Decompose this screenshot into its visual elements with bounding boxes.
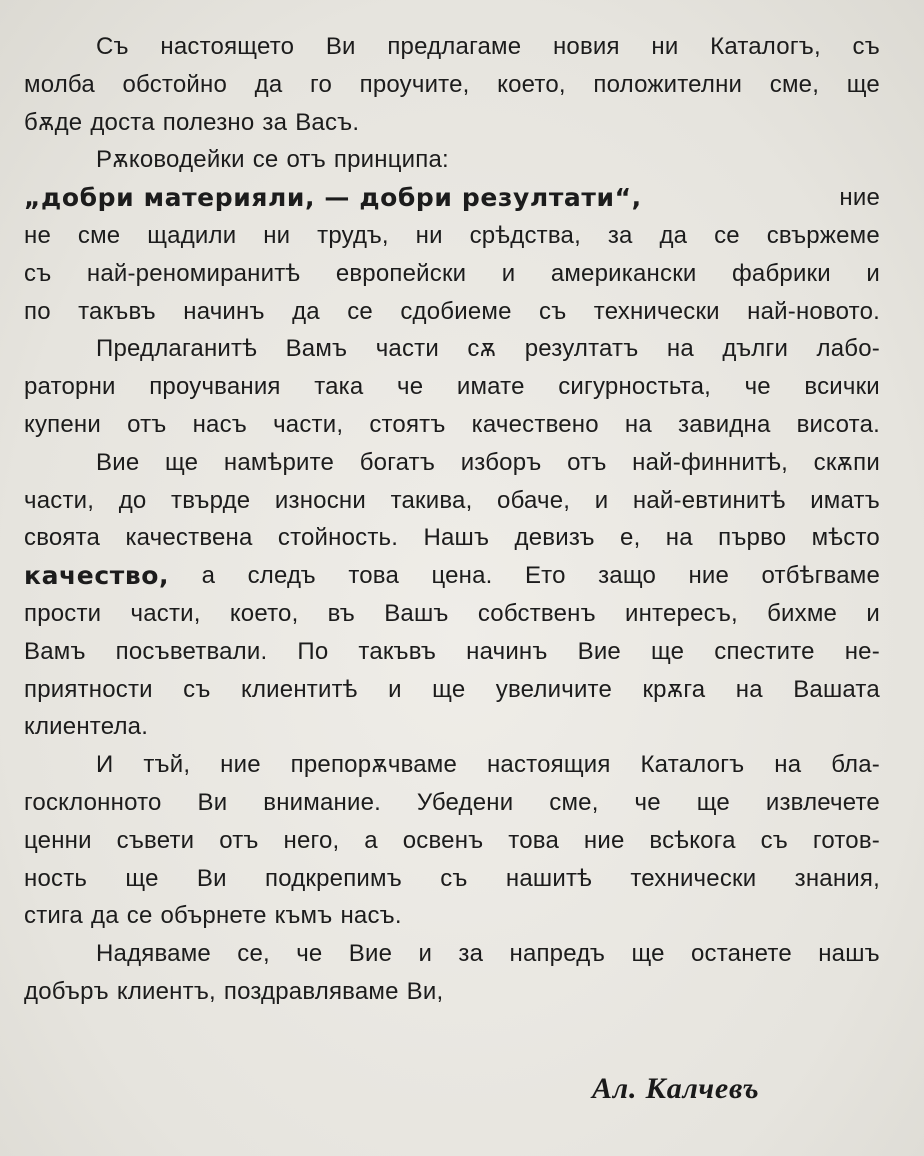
word: И <box>96 751 114 779</box>
emphasized-phrase: „добри материяли, — добри резултати“, <box>24 183 642 213</box>
word: срѣдства, <box>469 221 581 249</box>
word: принципа: <box>333 146 449 174</box>
word: такъвъ <box>358 637 437 665</box>
word: се, <box>237 940 270 968</box>
word: всѣкога <box>649 826 736 854</box>
text-line <box>24 368 880 406</box>
letter-body <box>24 28 880 1011</box>
word: подкрепимъ <box>265 864 402 892</box>
text-line <box>24 293 880 331</box>
text-line <box>24 28 880 66</box>
word: се <box>252 146 279 174</box>
word: такъвъ <box>78 297 156 325</box>
word: сигурностьта, <box>558 373 712 401</box>
word: мѣсто <box>811 524 880 552</box>
word: по <box>24 297 51 325</box>
word: за <box>262 108 288 136</box>
word: Каталогъ <box>640 751 745 779</box>
word: своята <box>24 524 101 552</box>
word: отъ <box>286 146 326 174</box>
word: отбѣгваме <box>761 562 880 590</box>
word: насъ <box>192 410 247 438</box>
word: го <box>310 70 333 98</box>
word: защо <box>598 562 657 590</box>
text-line <box>24 595 880 633</box>
word: отъ <box>219 826 259 854</box>
word: американски <box>550 259 697 287</box>
word: готов- <box>812 826 880 854</box>
word: Ви <box>197 788 228 816</box>
word: на <box>665 524 693 552</box>
word: Нашъ <box>423 524 490 552</box>
word: най-новото. <box>747 297 880 325</box>
word: трудъ, <box>317 221 389 249</box>
word: Ви, <box>406 977 444 1005</box>
word: части, <box>130 599 201 627</box>
text-line <box>24 860 880 898</box>
word: сдобиеме <box>400 297 512 325</box>
word: внимание. <box>263 788 381 816</box>
text-line <box>24 444 880 482</box>
word: Убедени <box>416 788 514 816</box>
word: не- <box>844 637 880 665</box>
word: Съ <box>96 33 129 60</box>
word: начинъ <box>183 297 265 325</box>
word: изборъ <box>460 448 542 476</box>
word: ще <box>651 637 685 665</box>
word: прости <box>24 599 102 627</box>
word: ние <box>688 562 730 590</box>
text-line <box>24 671 880 709</box>
word: добъръ <box>24 977 109 1005</box>
text-line <box>24 482 880 520</box>
word: посъветвали. <box>115 637 268 665</box>
word: всички <box>804 373 880 401</box>
word: и <box>501 259 516 287</box>
word: поздравляваме <box>223 977 399 1005</box>
word: Вашата <box>793 675 880 703</box>
word: и <box>866 259 880 287</box>
word: Вие <box>348 940 393 968</box>
word: първо <box>718 524 787 552</box>
word: богатъ <box>359 448 436 476</box>
word: части, <box>24 486 95 514</box>
word: сме, <box>769 70 820 98</box>
word: съ <box>183 675 211 703</box>
text-line <box>24 897 880 935</box>
word: ще <box>432 675 466 703</box>
word: части <box>375 335 439 363</box>
word: имате <box>456 373 525 401</box>
word: ще <box>165 448 199 476</box>
word: Предлаганитѣ <box>96 335 258 363</box>
word: ность <box>24 864 88 892</box>
word: технически <box>630 864 757 892</box>
word: проучвания <box>149 373 281 401</box>
text-line <box>24 822 880 860</box>
word: отъ <box>127 410 167 438</box>
text-line <box>24 557 880 595</box>
word: и <box>866 599 880 627</box>
word: приятности <box>24 675 153 703</box>
word: се <box>126 902 153 930</box>
word: сѫ <box>467 335 497 363</box>
word: полезно <box>162 108 255 136</box>
word: и <box>594 486 609 514</box>
word: положителни <box>593 70 743 98</box>
word: скѫпи <box>813 448 880 476</box>
text-line <box>24 935 880 973</box>
word: най-финнитѣ, <box>632 448 788 476</box>
text-line <box>24 330 880 368</box>
word: знания, <box>794 864 880 892</box>
word: извлечете <box>765 788 880 816</box>
word: да <box>254 70 283 98</box>
word: освенъ <box>402 826 484 854</box>
word: на <box>774 751 802 779</box>
word: свържеме <box>766 221 880 249</box>
text-line <box>24 141 880 179</box>
signature: Ал. Калчевъ <box>592 1072 760 1105</box>
word: него, <box>283 826 340 854</box>
word: обстойно <box>122 70 228 98</box>
word: а <box>201 562 216 590</box>
word: не <box>24 221 52 249</box>
word: което, <box>497 70 566 98</box>
word: новия <box>552 33 620 60</box>
word: Вие <box>96 448 140 476</box>
word: на <box>735 675 763 703</box>
word: ни <box>651 33 679 60</box>
word: да <box>659 221 688 249</box>
word: това <box>348 562 400 590</box>
emphasized-phrase: качество, <box>24 561 170 591</box>
word: клиентела. <box>24 713 149 741</box>
word: останете <box>691 940 792 968</box>
word: за <box>607 221 633 249</box>
word: начинъ <box>466 637 548 665</box>
word: стоятъ <box>369 410 446 438</box>
word: ще <box>846 70 880 98</box>
word: ще <box>696 788 730 816</box>
word: се <box>714 221 740 249</box>
word: Вие <box>577 637 621 665</box>
text-line <box>24 519 880 557</box>
word: съ <box>760 826 789 854</box>
word: нашъ <box>818 940 880 968</box>
word: молба <box>24 70 95 98</box>
text-line <box>24 217 880 255</box>
word: напредъ <box>509 940 606 968</box>
text-line <box>24 406 880 444</box>
word: е, <box>620 524 641 552</box>
word: ще <box>631 940 665 968</box>
word: ни <box>263 221 291 249</box>
word: такива, <box>390 486 473 514</box>
word: части, <box>273 410 344 438</box>
word: собственъ <box>477 599 596 627</box>
word: че <box>296 940 323 968</box>
word: което, <box>229 599 299 627</box>
text-line <box>24 179 880 217</box>
word: а <box>364 826 378 854</box>
word: Ето <box>524 562 566 590</box>
word: най-евтинитѣ <box>632 486 786 514</box>
word: доста <box>90 108 155 136</box>
word: ние <box>583 826 625 854</box>
word: качествено <box>471 410 599 438</box>
word: ценни <box>24 826 92 854</box>
word: и <box>418 940 433 968</box>
word: сме, <box>549 788 599 816</box>
word: че <box>397 373 424 401</box>
text-line <box>24 784 880 822</box>
word: лабо- <box>816 335 880 363</box>
word: на <box>624 410 652 438</box>
word: и <box>388 675 402 703</box>
word: износни <box>274 486 366 514</box>
word: висота. <box>796 410 880 438</box>
word: на <box>666 335 694 363</box>
word: че <box>744 373 771 401</box>
word: обърнете <box>160 902 267 930</box>
word: съвети <box>116 826 195 854</box>
word: ни <box>415 221 443 249</box>
word: намѣрите <box>223 448 335 476</box>
word: насъ. <box>340 902 402 930</box>
word: щадили <box>147 221 237 249</box>
word: фабрики <box>731 259 831 287</box>
word: препорѫчваме <box>290 751 458 779</box>
word: бѫде <box>24 108 83 136</box>
word: съ <box>852 33 880 60</box>
word: Васъ. <box>295 108 360 136</box>
word: клиентитѣ <box>241 675 358 703</box>
word: раторни <box>24 373 116 401</box>
word: съ <box>24 259 52 287</box>
word: настоящето <box>160 33 295 60</box>
word: обаче, <box>497 486 571 514</box>
text-line <box>24 746 880 784</box>
word: съ <box>440 864 468 892</box>
word: завидна <box>678 410 771 438</box>
word: ние <box>839 184 880 212</box>
word: По <box>297 637 329 665</box>
word: клиентъ, <box>116 977 216 1005</box>
word: качествена <box>125 524 253 552</box>
word: резултатъ <box>524 335 639 363</box>
word: дълги <box>722 335 789 363</box>
word: европейски <box>335 259 467 287</box>
word: най-реномиранитѣ <box>86 259 301 287</box>
word: предлагаме <box>387 33 522 60</box>
word: отъ <box>567 448 607 476</box>
word: Каталогъ, <box>710 33 821 60</box>
word: за <box>458 940 484 968</box>
word: въ <box>327 599 355 627</box>
word: твърде <box>171 486 251 514</box>
word: настоящия <box>486 751 611 779</box>
word: Ви <box>196 864 227 892</box>
word: нашитѣ <box>505 864 593 892</box>
word: се <box>347 297 373 325</box>
word: иматъ <box>810 486 880 514</box>
word: девизъ <box>514 524 595 552</box>
word: бла- <box>831 751 880 779</box>
text-line <box>24 708 880 746</box>
word: госклонното <box>24 788 162 816</box>
word: Надяваме <box>96 940 211 968</box>
word: съ <box>539 297 567 325</box>
word: интересъ, <box>625 599 738 627</box>
word: сме <box>77 221 121 249</box>
text-line <box>24 104 880 142</box>
text-line <box>24 973 880 1011</box>
word: така <box>314 373 364 401</box>
word: Вашъ <box>384 599 449 627</box>
word: ние <box>220 751 261 779</box>
word: това <box>508 826 559 854</box>
text-line <box>24 255 880 293</box>
word: цена. <box>431 562 493 590</box>
word: бихме <box>767 599 838 627</box>
text-line <box>24 633 880 671</box>
word: да <box>90 902 119 930</box>
word: крѫга <box>642 675 706 703</box>
word: къмъ <box>274 902 333 930</box>
word: Вамъ <box>285 335 348 363</box>
word: до <box>118 486 147 514</box>
word: купени <box>24 410 101 438</box>
word: увеличите <box>495 675 613 703</box>
word: Рѫководейки <box>96 146 245 174</box>
word: Ви <box>325 33 356 60</box>
word: технически <box>593 297 720 325</box>
word: следъ <box>247 562 316 590</box>
word: че <box>634 788 661 816</box>
word: Вамъ <box>24 637 86 665</box>
word: стойность. <box>277 524 399 552</box>
text-line <box>24 66 880 104</box>
word: да <box>292 297 320 325</box>
word: проучите, <box>359 70 470 98</box>
word: тъй, <box>143 751 191 779</box>
word: стига <box>24 902 83 930</box>
word: спестите <box>714 637 815 665</box>
word: ще <box>125 864 159 892</box>
